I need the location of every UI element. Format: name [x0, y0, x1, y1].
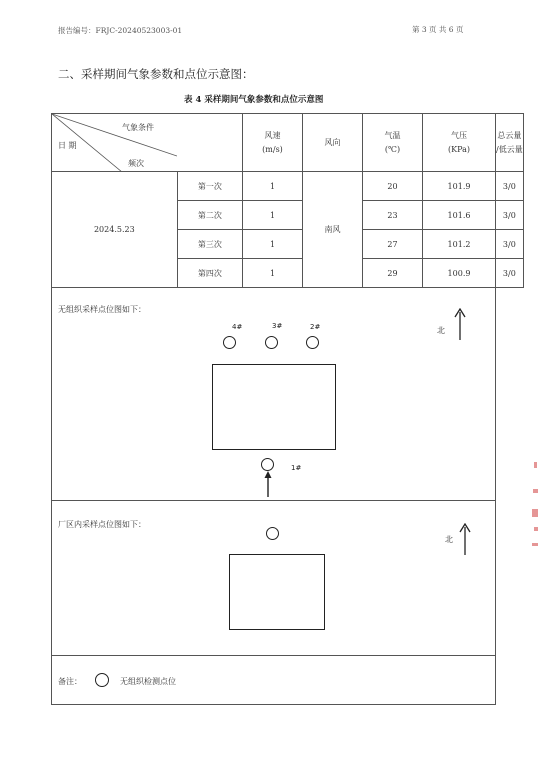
table-corner-header [52, 114, 243, 172]
factory-outline-rect [212, 364, 336, 450]
speed-cell: 1 [243, 230, 303, 259]
date-cell: 2024.5.23 [52, 172, 178, 288]
pressure-cell: 101.6 [423, 201, 496, 230]
table-row [52, 172, 524, 201]
corner-condition-label: 气象条件 [122, 123, 154, 132]
freq-cell: 第一次 [177, 172, 242, 201]
factory-north-label: 北 [445, 535, 453, 544]
temp-cell: 27 [363, 230, 423, 259]
unorganized-sampling-panel [51, 288, 496, 501]
freq-cell: 第二次 [177, 201, 242, 230]
sampling-point-1-circle-icon [261, 458, 274, 471]
sampling-point-3-circle-icon [265, 336, 278, 349]
remarks-panel [51, 656, 496, 705]
pressure-cell: 100.9 [423, 259, 496, 288]
wind-direction-cell: 南风 [303, 172, 363, 288]
section-title: 二、采样期间气象参数和点位示意图： [58, 67, 254, 81]
col-header-pressure: 气压 (KPa) [423, 114, 496, 172]
factory-building-rect [229, 554, 325, 630]
cloud-cell: 3/0 [496, 259, 524, 288]
legend-circle-icon [95, 673, 109, 687]
unorganized-panel-label: 无组织采样点位图如下： [58, 305, 146, 314]
col-header-temperature: 气温 (℃) [363, 114, 423, 172]
temp-cell: 20 [363, 172, 423, 201]
freq-cell: 第四次 [177, 259, 242, 288]
col-header-wind-direction: 风向 [303, 114, 363, 172]
point-label-2: 2# [310, 323, 321, 331]
temp-cell: 29 [363, 259, 423, 288]
factory-sampling-panel [51, 501, 496, 656]
temp-cell: 23 [363, 201, 423, 230]
factory-panel-label: 厂区内采样点位图如下： [58, 520, 146, 529]
freq-cell: 第三次 [177, 230, 242, 259]
sampling-point-4-circle-icon [223, 336, 236, 349]
factory-sampling-point-circle-icon [266, 527, 279, 540]
col-header-cloud: 总云量 /低云量 [496, 114, 524, 172]
report-number: 报告编号：FRJC-20240523003-01 [58, 26, 183, 35]
page-info: 第 3 页 共 6 页 [412, 25, 464, 34]
pressure-cell: 101.2 [423, 230, 496, 259]
cloud-cell: 3/0 [496, 172, 524, 201]
wind-direction-arrow-icon [262, 471, 274, 497]
sampling-point-2-circle-icon [306, 336, 319, 349]
pressure-cell: 101.9 [423, 172, 496, 201]
table-caption: 表 4 采样期间气象参数和点位示意图 [184, 95, 324, 105]
speed-cell: 1 [243, 172, 303, 201]
factory-north-arrow-icon [459, 523, 471, 555]
north-arrow-icon [454, 308, 466, 340]
weather-table [51, 113, 524, 288]
remarks-label: 备注： [58, 677, 82, 686]
north-label: 北 [437, 326, 445, 335]
speed-cell: 1 [243, 259, 303, 288]
legend-text: 无组织检测点位 [120, 677, 176, 686]
corner-date-label: 日 期 [58, 141, 77, 150]
corner-freq-label: 频次 [128, 159, 144, 168]
point-label-3: 3# [272, 322, 283, 330]
speed-cell: 1 [243, 201, 303, 230]
cloud-cell: 3/0 [496, 230, 524, 259]
point-label-1: 1# [291, 464, 302, 472]
col-header-wind-speed: 风速 (m/s) [243, 114, 303, 172]
point-label-4: 4# [232, 323, 243, 331]
cloud-cell: 3/0 [496, 201, 524, 230]
